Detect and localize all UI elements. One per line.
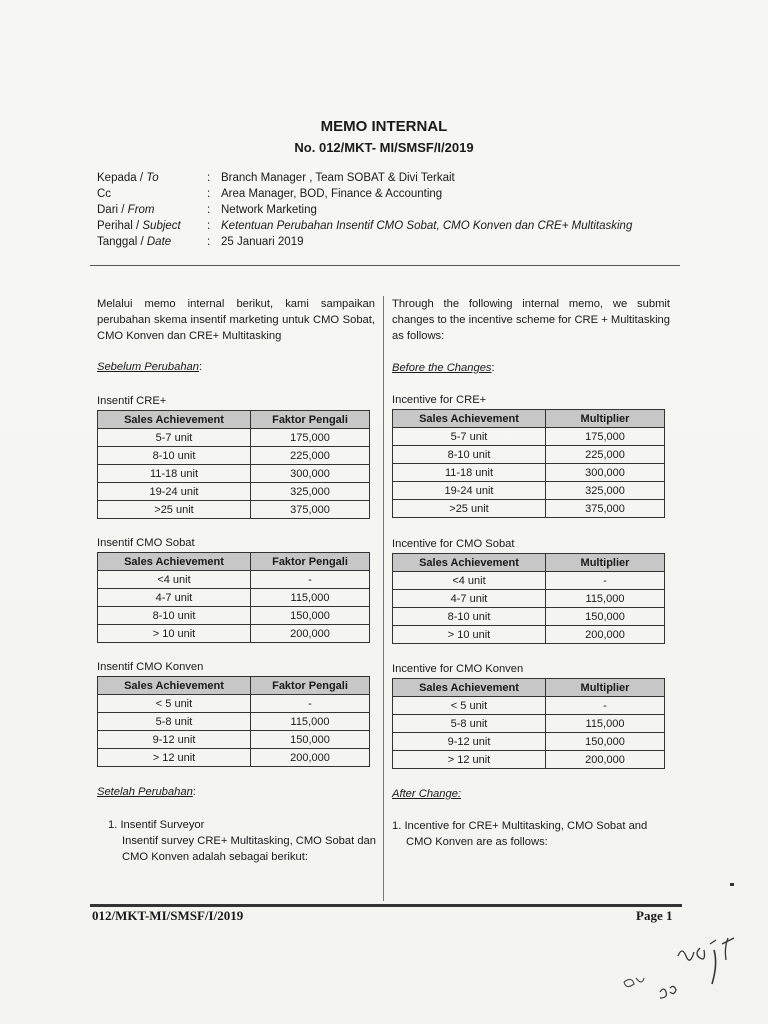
incentive-table	[97, 410, 370, 519]
table-cell: 300,000	[546, 464, 665, 482]
right-after-heading: After Change:	[392, 788, 462, 800]
table-header-cell: Sales Achievement	[98, 677, 251, 695]
table-header-cell: Faktor Pengali	[251, 553, 370, 571]
right-before-block: Before the Changes:	[392, 362, 495, 374]
table-header-cell: Multiplier	[546, 679, 665, 697]
table-cell: 375,000	[251, 501, 370, 519]
left-after-block: Setelah Perubahan:	[97, 786, 196, 798]
table-cell: >25 unit	[393, 500, 546, 518]
table-row	[393, 500, 665, 518]
table-header-cell: Sales Achievement	[393, 554, 546, 572]
header-value: 25 Januari 2019	[221, 236, 304, 248]
right-after-block	[392, 786, 670, 802]
table-row	[98, 589, 370, 607]
table-row	[98, 695, 370, 713]
column-divider	[383, 296, 384, 901]
table-label: Incentive for CRE+	[392, 394, 487, 406]
right-column	[392, 296, 670, 344]
table-row	[98, 571, 370, 589]
header-row: Perihal / Subject : Ketentuan Perubahan Insentif CMO Sobat, CMO Konven dan CRE+ Multitasking	[97, 220, 633, 232]
header-row: Cc : Area Manager, BOD, Finance & Accounting	[97, 188, 443, 200]
table-row	[98, 501, 370, 519]
table-header-cell: Sales Achievement	[393, 679, 546, 697]
table-cell: >25 unit	[98, 501, 251, 519]
table-cell: 9-12 unit	[98, 731, 251, 749]
table-cell: 5-8 unit	[98, 713, 251, 731]
table-cell: 8-10 unit	[393, 608, 546, 626]
footer-rule	[90, 904, 682, 907]
memo-header	[97, 170, 632, 250]
table-label: Incentive for CMO Konven	[392, 663, 524, 675]
table-label: Insentif CMO Sobat	[97, 537, 195, 549]
table-header-cell: Multiplier	[546, 554, 665, 572]
table-cell: 5-7 unit	[393, 428, 546, 446]
table-cell: 115,000	[251, 713, 370, 731]
header-value: Area Manager, BOD, Finance & Accounting	[221, 188, 443, 200]
table-row	[393, 697, 665, 715]
table-row	[393, 464, 665, 482]
left-item-1	[108, 817, 376, 865]
left-before-heading: Sebelum Perubahan	[97, 361, 200, 373]
table-cell: > 12 unit	[98, 749, 251, 767]
table-row	[98, 447, 370, 465]
table-row	[393, 590, 665, 608]
table-cell: 150,000	[546, 733, 665, 751]
table-header-cell: Sales Achievement	[98, 553, 251, 571]
memo-title: MEMO INTERNAL	[320, 118, 448, 135]
table-label: Insentif CMO Konven	[97, 661, 204, 673]
table-cell: <4 unit	[393, 572, 546, 590]
table-cell: 8-10 unit	[98, 607, 251, 625]
table-header-cell: Sales Achievement	[98, 411, 251, 429]
table-cell: 175,000	[251, 429, 370, 447]
table-label: Insentif CRE+	[97, 395, 167, 407]
table-row	[98, 749, 370, 767]
table-cell: 200,000	[546, 751, 665, 769]
table-row	[393, 626, 665, 644]
left-intro: Melalui memo internal berikut, kami sampaikan perubahan skema insentif marketing untuk CMO Sobat, CMO Konven dan CRE+ Multitasking	[97, 298, 375, 342]
right-intro: Through the following internal memo, we submit changes to the incentive scheme for CRE + Multitasking as follows:	[392, 298, 670, 342]
footer-page-number: Page 1	[636, 908, 673, 923]
table-header-cell: Multiplier	[546, 410, 665, 428]
right-before-heading: Before the Changes	[392, 362, 492, 374]
left-column	[97, 296, 375, 344]
table-cell: > 10 unit	[98, 625, 251, 643]
table-cell: 115,000	[546, 715, 665, 733]
right-item1-title: 1. Incentive for CRE+ Multitasking, CMO Sobat and CMO Konven are as follows:	[392, 820, 648, 848]
table-row	[393, 751, 665, 769]
table-row	[98, 713, 370, 731]
header-label: Cc	[97, 188, 112, 200]
table-cell: 4-7 unit	[98, 589, 251, 607]
right-table-block-2	[392, 536, 670, 644]
table-cell: < 5 unit	[98, 695, 251, 713]
incentive-table	[392, 409, 665, 518]
table-cell: 200,000	[251, 625, 370, 643]
header-row: Tanggal / Date : 25 Januari 2019	[97, 236, 304, 248]
table-cell: 4-7 unit	[393, 590, 546, 608]
table-row	[393, 446, 665, 464]
header-value: Ketentuan Perubahan Insentif CMO Sobat, CMO Konven dan CRE+ Multitasking	[221, 220, 633, 232]
table-cell: 8-10 unit	[393, 446, 546, 464]
table-cell: 325,000	[251, 483, 370, 501]
header-label: Kepada / To	[97, 172, 159, 184]
table-row	[98, 429, 370, 447]
table-cell: < 5 unit	[393, 697, 546, 715]
table-cell: 175,000	[546, 428, 665, 446]
table-cell: -	[251, 695, 370, 713]
table-cell: -	[546, 572, 665, 590]
table-row	[393, 608, 665, 626]
incentive-table	[97, 552, 370, 643]
table-row	[98, 731, 370, 749]
table-row	[98, 465, 370, 483]
table-cell: 19-24 unit	[98, 483, 251, 501]
header-value: Branch Manager , Team SOBAT & Divi Terkait	[221, 172, 455, 184]
header-label: Tanggal / Date	[97, 236, 172, 248]
table-cell: > 10 unit	[393, 626, 546, 644]
table-cell: 150,000	[251, 731, 370, 749]
table-cell: -	[546, 697, 665, 715]
header-divider	[90, 265, 680, 266]
table-row	[98, 607, 370, 625]
table-cell: 325,000	[546, 482, 665, 500]
table-cell: 11-18 unit	[98, 465, 251, 483]
table-cell: -	[251, 571, 370, 589]
left-after-heading: Setelah Perubahan	[97, 786, 193, 798]
header-row: Kepada / To : Branch Manager , Team SOBAT & Divi Terkait	[97, 172, 455, 184]
table-header-cell: Faktor Pengali	[251, 677, 370, 695]
memo-number: No. 012/MKT- MI/SMSF/I/2019	[294, 140, 474, 155]
table-cell: 11-18 unit	[393, 464, 546, 482]
table-cell: 8-10 unit	[98, 447, 251, 465]
header-label: Perihal / Subject	[97, 220, 181, 232]
table-cell: 19-24 unit	[393, 482, 546, 500]
header-value: Network Marketing	[221, 204, 317, 216]
left-before-block: Sebelum Perubahan:	[97, 361, 203, 373]
incentive-table	[392, 678, 665, 769]
table-cell: 375,000	[546, 500, 665, 518]
table-header-cell: Faktor Pengali	[251, 411, 370, 429]
table-row	[98, 625, 370, 643]
table-cell: > 12 unit	[393, 751, 546, 769]
table-cell: 5-7 unit	[98, 429, 251, 447]
table-cell: 150,000	[251, 607, 370, 625]
table-cell: 9-12 unit	[393, 733, 546, 751]
table-label: Incentive for CMO Sobat	[392, 538, 515, 550]
table-row	[393, 733, 665, 751]
table-row	[393, 482, 665, 500]
table-cell: 115,000	[546, 590, 665, 608]
incentive-table	[392, 553, 665, 644]
table-row	[393, 428, 665, 446]
table-cell: 150,000	[546, 608, 665, 626]
right-table-block-1	[392, 392, 670, 518]
left-table-block-1	[97, 393, 375, 519]
footer-doc-number: 012/MKT-MI/SMSF/I/2019	[92, 908, 244, 923]
table-header-cell: Sales Achievement	[393, 410, 546, 428]
right-item-1	[392, 818, 670, 850]
ink-mark	[730, 883, 734, 886]
table-cell: 225,000	[251, 447, 370, 465]
table-row	[393, 715, 665, 733]
left-item1-title: 1. Insentif Surveyor	[108, 819, 205, 831]
handwritten-initials	[610, 918, 740, 1014]
table-cell: <4 unit	[98, 571, 251, 589]
header-row: Dari / From : Network Marketing	[97, 204, 317, 216]
incentive-table	[97, 676, 370, 767]
left-table-block-3	[97, 659, 375, 767]
table-cell: 200,000	[251, 749, 370, 767]
table-cell: 225,000	[546, 446, 665, 464]
table-row	[98, 483, 370, 501]
header-label: Dari / From	[97, 204, 155, 216]
table-cell: 115,000	[251, 589, 370, 607]
table-row	[393, 572, 665, 590]
table-cell: 200,000	[546, 626, 665, 644]
left-item1-body: Insentif survey CRE+ Multitasking, CMO Sobat dan CMO Konven adalah sebagai berikut:	[122, 835, 377, 863]
right-table-block-3	[392, 661, 670, 769]
table-cell: 5-8 unit	[393, 715, 546, 733]
left-table-block-2	[97, 535, 375, 643]
table-cell: 300,000	[251, 465, 370, 483]
